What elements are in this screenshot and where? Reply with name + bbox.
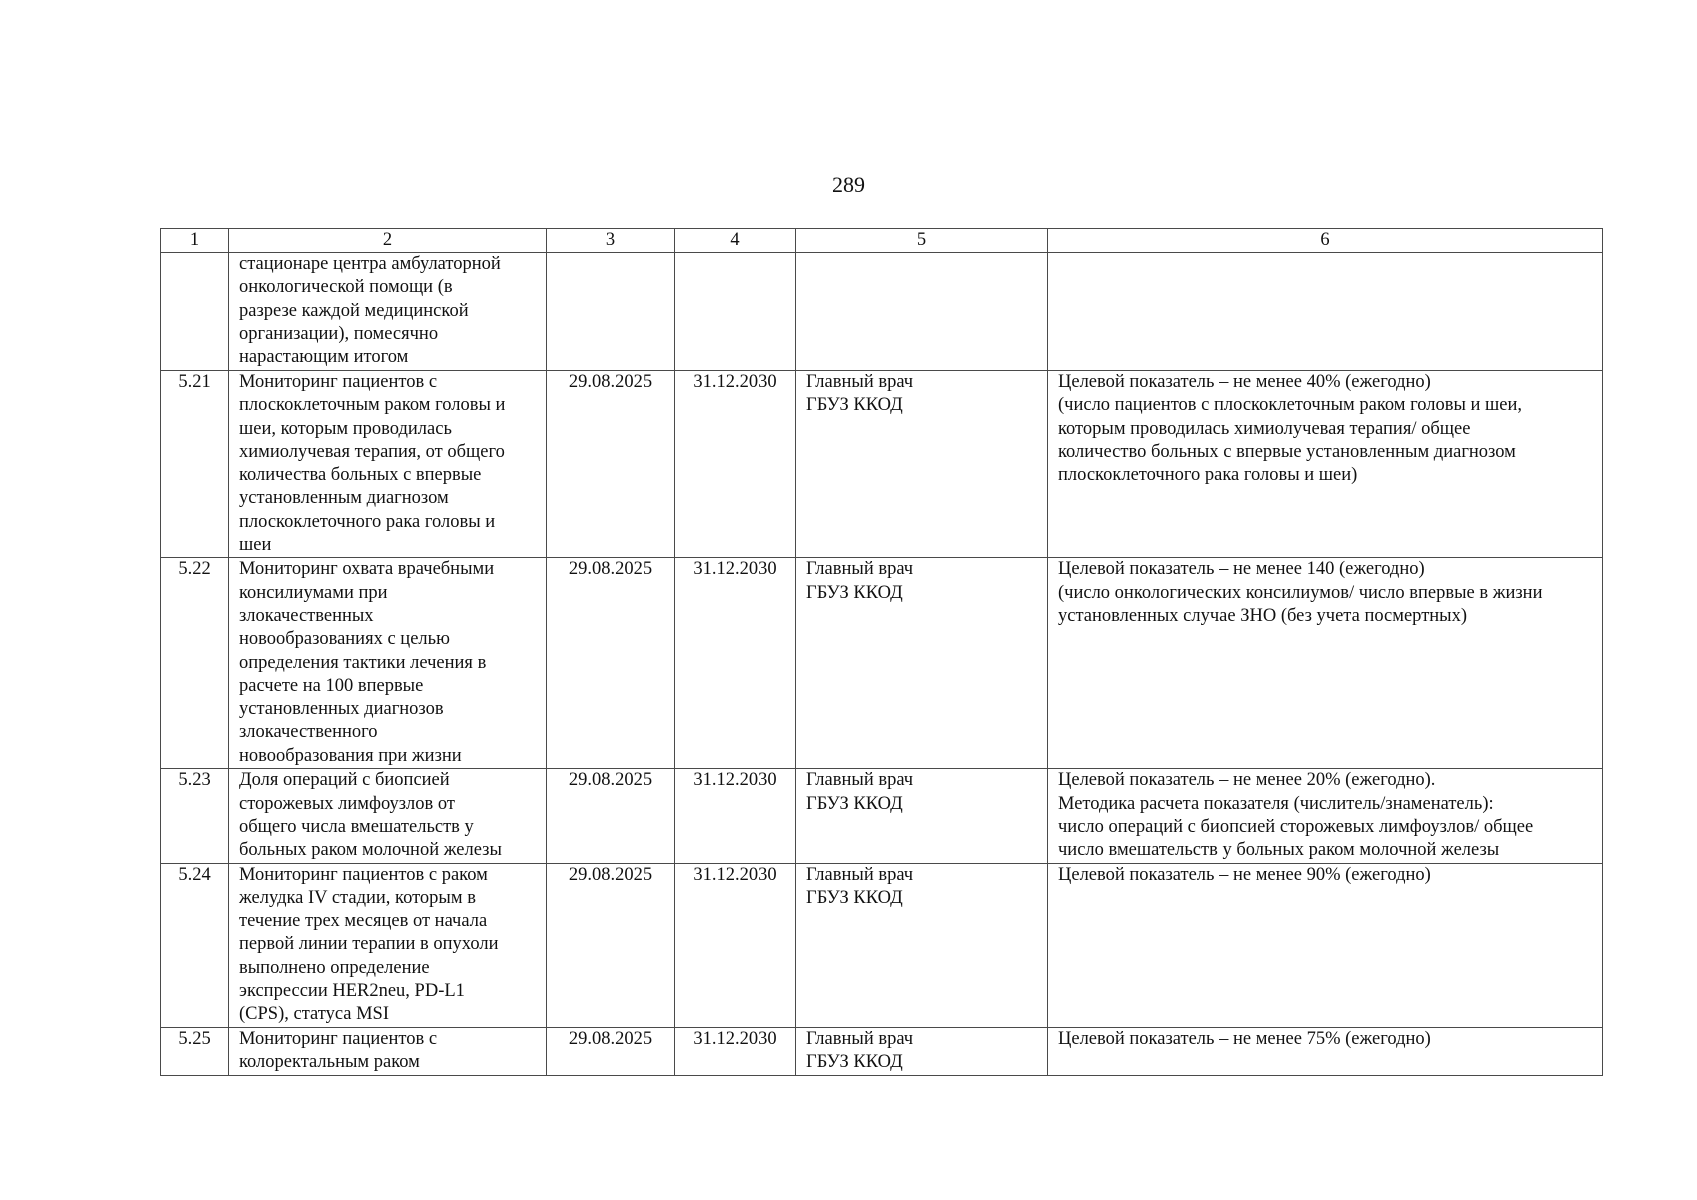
responsible-cell: Главный врач ГБУЗ ККОД	[796, 863, 1048, 1027]
table-row	[161, 769, 1603, 863]
indicator-cell: Целевой показатель – не менее 75% (ежегодно)	[1048, 1027, 1603, 1075]
header-row	[161, 229, 1603, 253]
start-date: 29.08.2025	[547, 1027, 675, 1075]
column-header-3: 3	[547, 229, 675, 253]
start-date: 29.08.2025	[547, 769, 675, 863]
measure-cell: Мониторинг пациентов с плоскоклеточным раком головы и шеи, которым проводилась химиолучевая терапия, от общего количества больных с впервые установленным диагнозом плоскоклеточного рака головы и шеи	[229, 371, 547, 558]
table-row	[161, 863, 1603, 1027]
row-number: 5.24	[161, 863, 229, 1027]
indicator-cell: Целевой показатель – не менее 40% (ежегодно) (число пациентов с плоскоклеточным раком головы и шеи, которым проводилась химиолучевая терапия/ общее количество больных с впервые установленным диагнозом плоскоклеточного рака головы и шеи)	[1048, 371, 1603, 558]
row-number: 5.21	[161, 371, 229, 558]
responsible-cell: Главный врач ГБУЗ ККОД	[796, 558, 1048, 769]
start-date: 29.08.2025	[547, 371, 675, 558]
responsible-cell: Главный врач ГБУЗ ККОД	[796, 769, 1048, 863]
table-row	[161, 1027, 1603, 1075]
measure-cell: Мониторинг пациентов с колоректальным раком	[229, 1027, 547, 1075]
start-date: 29.08.2025	[547, 558, 675, 769]
responsible-cell: Главный врач ГБУЗ ККОД	[796, 1027, 1048, 1075]
measure-cell: стационаре центра амбулаторной онкологической помощи (в разрезе каждой медицинской организации), помесячно нарастающим итогом	[229, 253, 547, 371]
table-row	[161, 253, 1603, 371]
start-date	[547, 253, 675, 371]
end-date: 31.12.2030	[675, 863, 796, 1027]
indicator-cell: Целевой показатель – не менее 140 (ежегодно) (число онкологических консилиумов/ число впервые в жизни установленных случае ЗНО (без учета посмертных)	[1048, 558, 1603, 769]
measure-cell: Мониторинг пациентов с раком желудка IV стадии, которым в течение трех месяцев от начала первой линии терапии в опухоли выполнено определение экспрессии HER2neu, PD-L1 (CPS), статуса MSI	[229, 863, 547, 1027]
indicator-cell	[1048, 253, 1603, 371]
end-date: 31.12.2030	[675, 558, 796, 769]
indicator-cell: Целевой показатель – не менее 20% (ежегодно). Методика расчета показателя (числитель/знаменатель): число операций с биопсией сторожевых лимфоузлов/ общее число вмешательств у больных раком молочной железы	[1048, 769, 1603, 863]
row-number: 5.23	[161, 769, 229, 863]
row-number: 5.25	[161, 1027, 229, 1075]
responsible-cell	[796, 253, 1048, 371]
end-date	[675, 253, 796, 371]
measure-cell: Доля операций с биопсией сторожевых лимфоузлов от общего числа вмешательств у больных раком молочной железы	[229, 769, 547, 863]
row-number: 5.22	[161, 558, 229, 769]
indicator-cell: Целевой показатель – не менее 90% (ежегодно)	[1048, 863, 1603, 1027]
column-header-2: 2	[229, 229, 547, 253]
end-date: 31.12.2030	[675, 1027, 796, 1075]
responsible-cell: Главный врач ГБУЗ ККОД	[796, 371, 1048, 558]
start-date: 29.08.2025	[547, 863, 675, 1027]
measure-cell: Мониторинг охвата врачебными консилиумами при злокачественных новообразованиях с целью определения тактики лечения в расчете на 100 впервые установленных диагнозов злокачественного новообразования при жизни	[229, 558, 547, 769]
table-row	[161, 371, 1603, 558]
plan-table	[160, 228, 1603, 1076]
row-number	[161, 253, 229, 371]
column-header-1: 1	[161, 229, 229, 253]
table-row	[161, 558, 1603, 769]
column-header-6: 6	[1048, 229, 1603, 253]
end-date: 31.12.2030	[675, 769, 796, 863]
column-header-4: 4	[675, 229, 796, 253]
column-header-5: 5	[796, 229, 1048, 253]
page-number: 289	[832, 172, 865, 197]
end-date: 31.12.2030	[675, 371, 796, 558]
